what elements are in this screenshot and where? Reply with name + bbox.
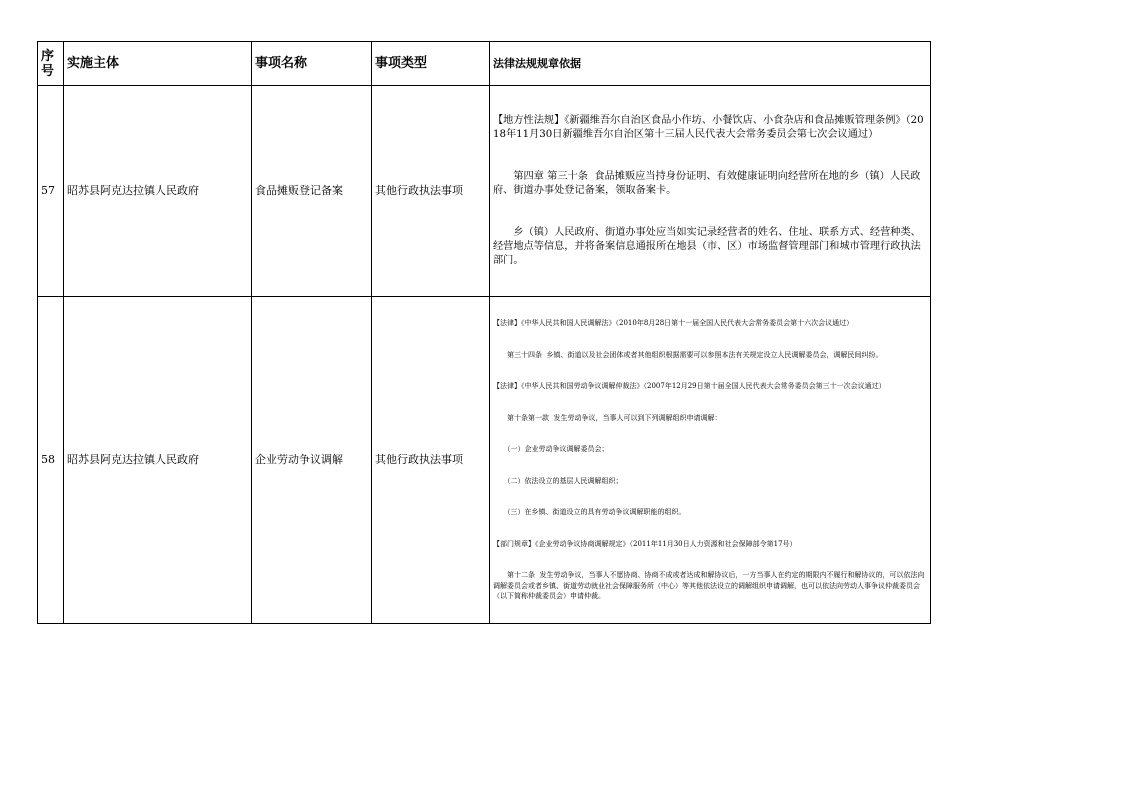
header-seq: 序号 [38, 42, 64, 86]
table-row [38, 297, 931, 624]
law-line: 第三十四条 乡镇、街道以及社会团体或者其他组织根据需要可以参照本法有关规定设立人民调解委员会，调解民间纠纷。 [493, 350, 883, 359]
row-law-basis [490, 297, 931, 624]
law-line: 【法律】《中华人民共和国劳动争议调解仲裁法》（2007年12月29日第十届全国人民代表大会常务委员会第三十一次会议通过） [493, 382, 886, 390]
header-subject: 实施主体 [64, 42, 252, 86]
row-seq: 58 [38, 297, 64, 624]
law-line: 第十条第一款 发生劳动争议，当事人可以到下列调解组织申请调解： [493, 413, 722, 422]
row-seq: 57 [38, 86, 64, 297]
law-line: 【地方性法规】《新疆维吾尔自治区食品小作坊、小餐饮店、小食杂店和食品摊贩管理条例》（2018年11月30日新疆维吾尔自治区第十三届人民代表大会常务委员会第七次会议通过） [493, 115, 924, 140]
law-line: 【部门规章】《企业劳动争议协商调解规定》（2011年11月30日人力资源和社会保障部令第17号） [493, 539, 797, 548]
row-subject: 昭苏县阿克达拉镇人民政府 [64, 86, 252, 297]
row-subject: 昭苏县阿克达拉镇人民政府 [64, 297, 252, 624]
law-line: （三）在乡镇、街道设立的具有劳动争议调解职能的组织。 [493, 508, 686, 516]
header-item-type: 事项类型 [372, 42, 490, 86]
law-line: 第四章 第三十条 食品摊贩应当持身份证明、有效健康证明向经营所在地的乡（镇）人民政府、街道办事处登记备案，领取备案卡。 [493, 171, 921, 196]
header-row [38, 42, 931, 86]
law-line: （二）依法设立的基层人民调解组织； [493, 476, 623, 485]
row-item-type: 其他行政执法事项 [372, 86, 490, 297]
matters-table [37, 41, 931, 624]
row-law-basis [490, 86, 931, 297]
row-item-name: 食品摊贩登记备案 [252, 86, 372, 297]
law-line: 乡（镇）人民政府、街道办事处应当如实记录经营者的姓名、住址、联系方式、经营种类、经营地点等信息，并将备案信息通报所在地县（市、区）市场监督管理部门和城市管理行政执法部门。 [493, 227, 921, 266]
row-item-type: 其他行政执法事项 [372, 297, 490, 624]
law-line: （一）企业劳动争议调解委员会； [493, 445, 609, 453]
law-line: 第十二条 发生劳动争议，当事人不愿协商、协商不成或者达成和解协议后，一方当事人在约定的期限内不履行和解协议的，可以依法向调解委员会或者乡镇、街道劳动就业社会保障服务所（中心）等其他依法设立的调解组织申请调解，也可以依法向劳动人事争议仲裁委员会（以下简称仲裁委员会）申请仲裁。 [493, 571, 925, 600]
header-item-name: 事项名称 [252, 42, 372, 86]
law-line: 【法律】《中华人民共和国人民调解法》（2010年8月28日第十一届全国人民代表大会常务委员会第十六次会议通过） [493, 319, 854, 327]
table-row [38, 86, 931, 297]
row-item-name: 企业劳动争议调解 [252, 297, 372, 624]
header-law-basis: 法律法规规章依据 [490, 42, 931, 86]
